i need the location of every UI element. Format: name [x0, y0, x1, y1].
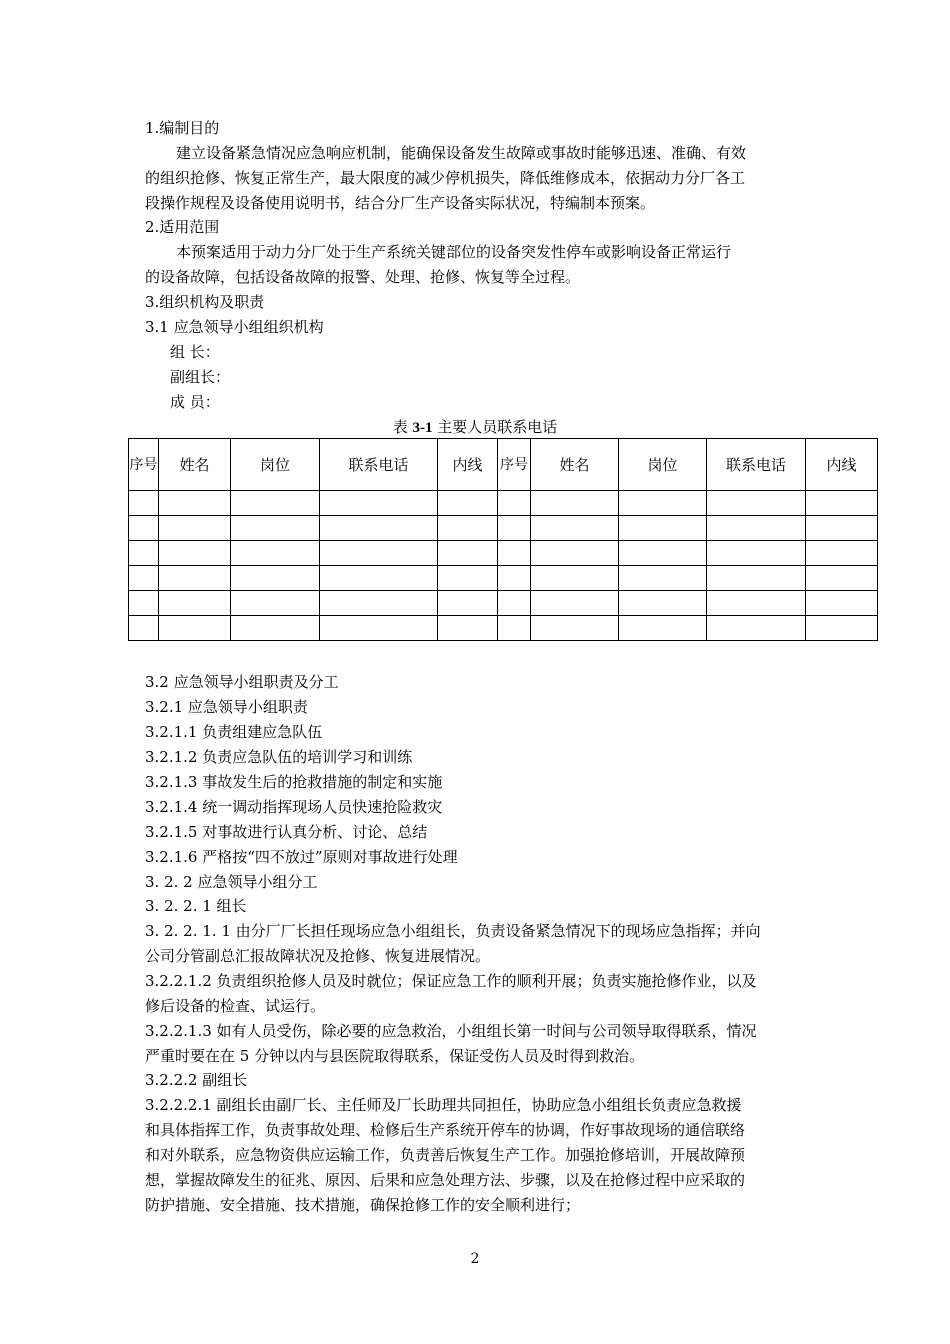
section-1-paragraph-line: 段操作规程及设备使用说明书，结合分厂生产设备实际状况，特编制本预案。	[145, 194, 656, 212]
table-cell	[159, 616, 231, 641]
table-cell	[619, 541, 707, 566]
table-cell	[129, 616, 159, 641]
section-1-paragraph-line: 建立设备紧急情况应急响应机制，能确保设备发生故障或事故时能够迅速、准确、有效	[176, 144, 747, 162]
table-cell	[159, 566, 231, 591]
role-leader: 组 长：	[170, 343, 220, 361]
body-line: 3.2.2.1.3 如有人员受伤，除必要的应急救治，小组组长第一时间与公司领导取得联系，情况	[145, 1022, 757, 1040]
body-line: 3. 2. 2. 1. 1 由分厂厂长担任现场应急小组组长，负责设备紧急情况下的现场应急指挥；并向	[145, 922, 761, 940]
table-cell	[498, 541, 531, 566]
table-cell	[707, 591, 806, 616]
role-member: 成 员：	[170, 393, 220, 411]
header-cell-index: 序号	[498, 439, 531, 491]
table-cell	[231, 516, 320, 541]
body-line: 3.2.1.1 负责组建应急队伍	[145, 723, 323, 741]
table-row	[129, 566, 878, 591]
table-cell	[707, 491, 806, 516]
table-cell	[320, 541, 438, 566]
body-line: 3.2.1.4 统一调动指挥现场人员快速抢险救灾	[145, 798, 443, 816]
section-2-paragraph-line: 本预案适用于动力分厂处于生产系统关键部位的设备突发性停车或影响设备正常运行	[176, 243, 732, 261]
header-cell-name: 姓名	[159, 439, 231, 491]
table-header-row	[129, 439, 878, 491]
table-cell	[619, 491, 707, 516]
body-line: 3.2.2.2 副组长	[145, 1071, 248, 1089]
table-cell	[320, 516, 438, 541]
table-cell	[619, 566, 707, 591]
section-3-1-heading: 3.1 应急领导小组组织机构	[145, 318, 324, 336]
contacts-table	[128, 438, 878, 641]
header-cell-extension: 内线	[806, 439, 878, 491]
body-line: 3.2.1.5 对事故进行认真分析、讨论、总结	[145, 823, 428, 841]
table-row	[129, 591, 878, 616]
header-cell-phone: 联系电话	[707, 439, 806, 491]
table-cell	[619, 591, 707, 616]
table-cell	[498, 491, 531, 516]
header-cell-position: 岗位	[619, 439, 707, 491]
table-cell	[531, 591, 619, 616]
table-cell	[231, 566, 320, 591]
header-cell-name: 姓名	[531, 439, 619, 491]
table-cell	[438, 516, 498, 541]
table-cell	[129, 566, 159, 591]
body-line: 公司分管副总汇报故障状况及抢修、恢复进展情况。	[145, 947, 491, 965]
table-cell	[438, 616, 498, 641]
header-cell-extension: 内线	[438, 439, 498, 491]
table-body	[129, 491, 878, 641]
table-cell	[531, 491, 619, 516]
body-line: 3.2.1.6 严格按“四不放过”原则对事故进行处理	[145, 848, 458, 866]
body-line: 和对外联系，应急物资供应运输工作，负责善后恢复生产工作。加强抢修培训，开展故障预	[145, 1146, 746, 1164]
body-line: 3. 2. 2. 1 组长	[145, 897, 247, 915]
section-1-heading: 1.编制目的	[145, 119, 220, 137]
role-deputy: 副组长：	[170, 368, 231, 386]
table-cell	[707, 566, 806, 591]
caption-text: 主要人员联系电话	[432, 418, 558, 436]
table-row	[129, 616, 878, 641]
body-line: 3.2 应急领导小组职责及分工	[145, 673, 339, 691]
body-line: 修后设备的检查、试运行。	[145, 997, 326, 1015]
table-cell	[231, 491, 320, 516]
table-cell	[159, 541, 231, 566]
section-2-heading: 2.适用范围	[145, 218, 220, 236]
body-line: 3.2.1.3 事故发生后的抢救措施的制定和实施	[145, 773, 443, 791]
table-cell	[231, 541, 320, 566]
body-line: 想，掌握故障发生的征兆、原因、后果和应急处理方法、步骤，以及在抢修过程中应采取的	[145, 1171, 746, 1189]
table-cell	[438, 591, 498, 616]
table-cell	[438, 566, 498, 591]
table-cell	[707, 541, 806, 566]
table-cell	[531, 516, 619, 541]
section-2-paragraph-line: 的设备故障，包括设备故障的报警、处理、抢修、恢复等全过程。	[145, 268, 581, 286]
table-cell	[619, 616, 707, 641]
table-cell	[806, 541, 878, 566]
body-line: 严重时要在在 5 分钟以内与县医院取得联系，保证受伤人员及时得到救治。	[145, 1047, 645, 1065]
table-cell	[498, 591, 531, 616]
header-cell-index: 序号	[129, 439, 159, 491]
table-cell	[320, 616, 438, 641]
body-line: 3. 2. 2 应急领导小组分工	[145, 873, 318, 891]
table-cell	[498, 616, 531, 641]
table-cell	[438, 491, 498, 516]
body-line: 3.2.1.2 负责应急队伍的培训学习和训练	[145, 748, 413, 766]
table-cell	[806, 591, 878, 616]
header-cell-phone: 联系电话	[320, 439, 438, 491]
section-3-heading: 3.组织机构及职责	[145, 293, 265, 311]
table-cell	[707, 516, 806, 541]
table-cell	[806, 616, 878, 641]
header-cell-position: 岗位	[231, 439, 320, 491]
section-1-paragraph-line: 的组织抢修、恢复正常生产，最大限度的减少停机损失，降低维修成本，依据动力分厂各工	[145, 169, 746, 187]
table-cell	[619, 516, 707, 541]
table-cell	[129, 541, 159, 566]
table-row	[129, 491, 878, 516]
table-caption	[0, 417, 950, 438]
table-cell	[806, 516, 878, 541]
table-cell	[531, 541, 619, 566]
table-cell	[806, 566, 878, 591]
table-cell	[531, 566, 619, 591]
body-line: 防护措施、安全措施、技术措施，确保抢修工作的安全顺利进行；	[145, 1196, 581, 1214]
table-cell	[320, 591, 438, 616]
table-cell	[320, 491, 438, 516]
body-line: 和具体指挥工作，负责事故处理、检修后生产系统开停车的协调，作好事故现场的通信联络	[145, 1121, 746, 1139]
body-line: 3.2.2.1.2 负责组织抢修人员及时就位；保证应急工作的顺利开展；负责实施抢修作业，以及	[145, 972, 757, 990]
table-cell	[159, 491, 231, 516]
table-cell	[320, 566, 438, 591]
table-cell	[438, 541, 498, 566]
caption-number: 3-1	[412, 420, 433, 436]
table-cell	[159, 591, 231, 616]
caption-prefix: 表	[392, 418, 413, 436]
table-cell	[498, 566, 531, 591]
table-cell	[806, 491, 878, 516]
table-cell	[498, 516, 531, 541]
table-cell	[531, 616, 619, 641]
page-number: 2	[470, 1251, 480, 1267]
table-cell	[231, 616, 320, 641]
table-cell	[129, 491, 159, 516]
table-cell	[707, 616, 806, 641]
table-cell	[159, 516, 231, 541]
body-line: 3.2.1 应急领导小组职责	[145, 698, 308, 716]
table-row	[129, 516, 878, 541]
table-cell	[129, 591, 159, 616]
table-cell	[231, 591, 320, 616]
table-row	[129, 541, 878, 566]
body-line: 3.2.2.2.1 副组长由副厂长、主任师及厂长助理共同担任，协助应急小组组长负责应急救援	[145, 1096, 742, 1114]
table-cell	[129, 516, 159, 541]
